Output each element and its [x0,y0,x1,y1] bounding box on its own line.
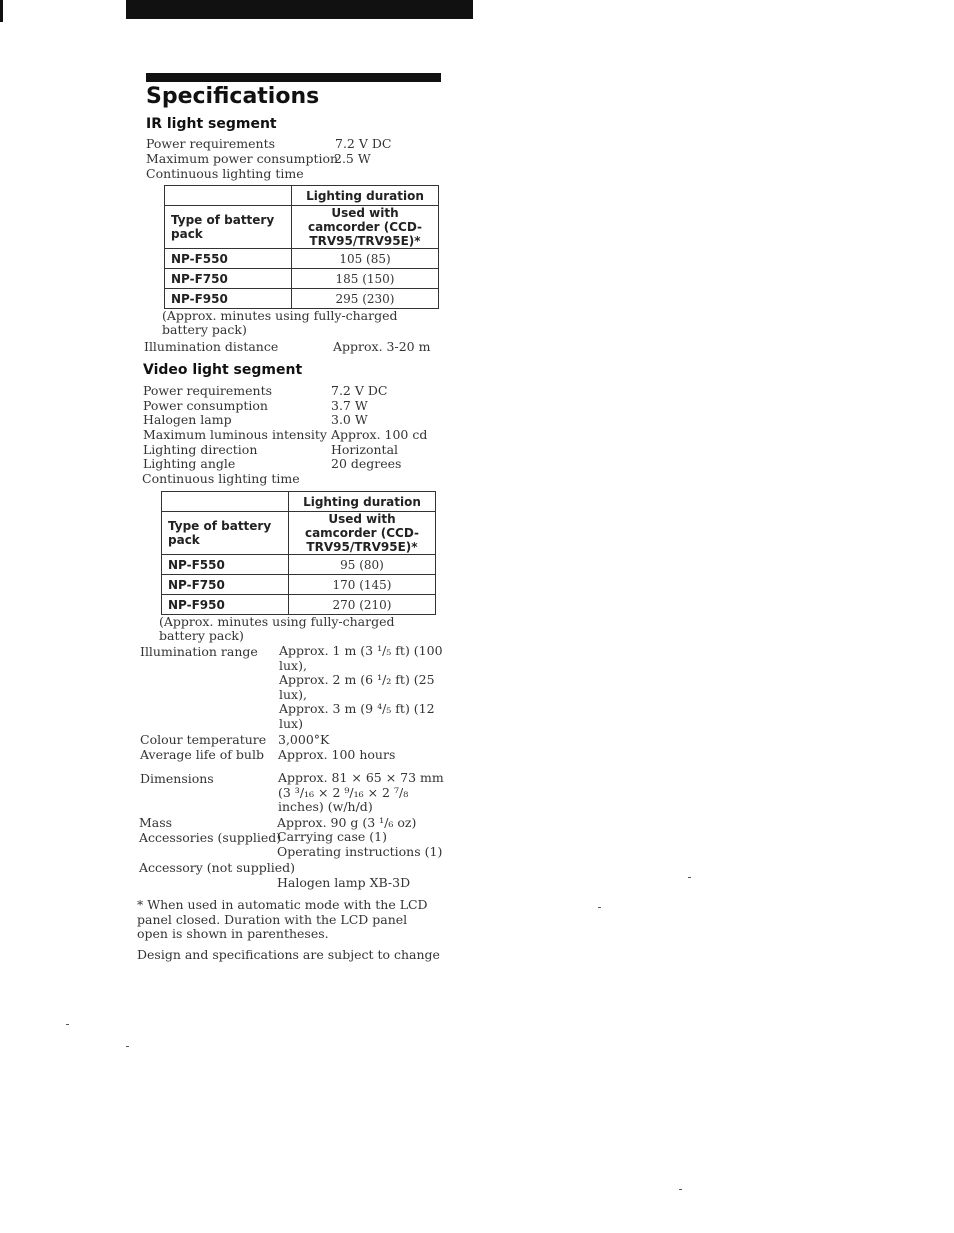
ir-spec-label: Continuous lighting time [146,166,304,181]
table-col-header: Type of battery pack [165,206,292,249]
ir-illumination-label: Illumination distance [144,339,279,354]
video-spec-label: Lighting direction [143,442,258,457]
table-group-header: Lighting duration [292,186,439,206]
mass-label: Mass [139,815,173,830]
ir-illumination-value: Approx. 3-20 m [333,339,431,354]
ir-spec-label: Power requirements [146,136,276,151]
table-row [165,269,439,289]
dimensions-label: Dimensions [140,771,214,786]
video-spec-value: 7.2 V DC [331,383,388,398]
table-row [165,289,439,309]
mass-value: Approx. 90 g (3 ¹/₆ oz) [277,815,417,830]
battery-model: NP-F550 [165,249,292,269]
colour-temperature-label: Colour temperature [140,732,267,747]
title-rule [146,73,441,82]
battery-model: NP-F750 [165,269,292,289]
table-col-header: Used with camcorder (CCD-TRV95/TRV95E)* [289,512,436,555]
table-blank-cell [165,186,292,206]
video-spec-label: Lighting angle [143,456,236,471]
illumination-range-line: Approx. 3 m (9 ⁴/₅ ft) (12 [279,701,435,717]
ir-section-heading: IR light segment [146,116,277,132]
accessories-supplied-label: Accessories (supplied) [139,830,282,845]
dimensions-values [278,771,444,815]
duration-value: 270 (210) [289,595,436,615]
illumination-range-values [279,644,443,732]
video-spec-value: Horizontal [331,442,399,457]
video-spec-label: Power requirements [143,383,273,398]
video-spec-value: 3.7 W [331,398,368,413]
table-row [165,249,439,269]
battery-model: NP-F750 [162,575,289,595]
video-spec-value: 20 degrees [331,456,402,471]
ir-spec-value: 2.5 W [334,151,371,166]
accessory-line: Operating instructions (1) [277,843,443,859]
duration-value: 185 (150) [292,269,439,289]
duration-value: 295 (230) [292,289,439,309]
table-row [162,555,436,575]
page-title: Specifications [146,84,320,109]
table-col-header: Type of battery pack [162,512,289,555]
table-row [162,575,436,595]
scan-speck [679,1189,682,1190]
ir-duration-table [164,185,439,309]
accessory-line: Carrying case (1) [277,829,387,844]
dimensions-line: inches) (w/h/d) [278,799,373,815]
scan-speck [688,877,691,878]
accessories-supplied-values [277,830,442,859]
table-blank-cell [162,492,289,512]
video-spec-label: Power consumption [143,398,268,413]
bulb-life-value: Approx. 100 hours [278,747,396,762]
colour-temperature-value: 3,000°K [278,732,330,747]
video-spec-value: 3.0 W [331,412,368,427]
video-spec-label: Halogen lamp [143,412,232,427]
battery-model: NP-F550 [162,555,289,575]
duration-value: 95 (80) [289,555,436,575]
video-section-heading: Video light segment [143,362,303,378]
video-duration-table [161,491,436,615]
illumination-range-label: Illumination range [140,644,258,659]
table-group-header: Lighting duration [289,492,436,512]
video-spec-value: Approx. 100 cd [331,427,428,442]
table-row [162,595,436,615]
ir-table-note: (Approx. minutes using fully-charged battery pack) [162,308,398,337]
video-spec-label: Continuous lighting time [142,471,300,486]
ir-spec-value: 7.2 V DC [335,136,392,151]
video-spec-label: Maximum luminous intensity [143,427,327,442]
illumination-range-line: lux), [279,686,307,702]
table-col-header: Used with camcorder (CCD-TRV95/TRV95E)* [292,206,439,249]
page-edge-mark [0,0,3,22]
header-bar [126,0,473,19]
duration-value: 170 (145) [289,575,436,595]
bulb-life-label: Average life of bulb [140,747,264,762]
dimensions-line: (3 ³/₁₆ × 2 ⁹/₁₆ × 2 ⁷/₈ [278,784,409,800]
illumination-range-line: lux) [279,715,303,731]
battery-model: NP-F950 [165,289,292,309]
illumination-range-line: Approx. 1 m (3 ¹/₅ ft) (100 [279,643,443,658]
scan-speck [66,1024,69,1025]
disclaimer: Design and specifications are subject to change [137,947,440,962]
accessory-not-supplied-value: Halogen lamp XB-3D [277,875,411,890]
video-table-note: (Approx. minutes using fully-charged battery pack) [159,614,395,643]
dimensions-line: Approx. 81 × 65 × 73 mm [278,770,444,785]
battery-model: NP-F950 [162,595,289,615]
duration-value: 105 (85) [292,249,439,269]
footnote: * When used in automatic mode with the LCD panel closed. Duration with the LCD panel open is shown in parentheses. [137,897,428,942]
ir-spec-label: Maximum power consumption [146,151,339,166]
scan-speck [598,907,601,908]
scan-speck [126,1046,129,1047]
accessory-not-supplied-label: Accessory (not supplied) [139,860,295,875]
illumination-range-line: lux), [279,657,307,673]
illumination-range-line: Approx. 2 m (6 ¹/₂ ft) (25 [279,672,435,688]
